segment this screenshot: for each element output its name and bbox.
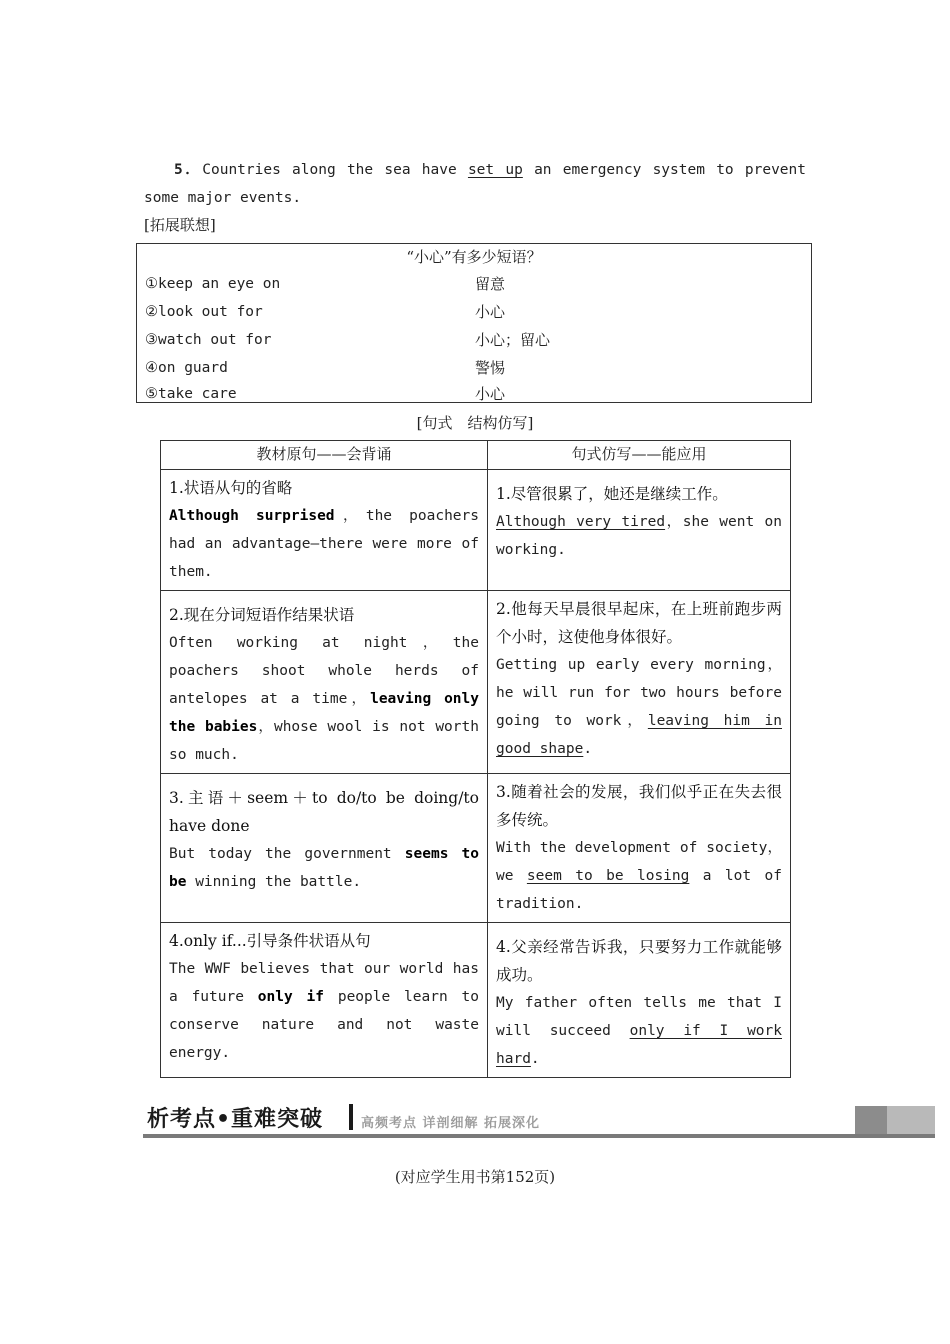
original-sentence-cell [161, 470, 488, 591]
imitation-sentence-cell [488, 470, 791, 591]
answer-blank: leaving him in good shape [496, 713, 782, 757]
column-header-original: 教材原句——会背诵 [161, 441, 488, 470]
structure-table [160, 440, 791, 1078]
section-banner [143, 1100, 935, 1140]
phrase-zh: 留意 [475, 275, 506, 293]
sentence-text: winning the battle. [186, 874, 362, 890]
sentence-number: 5． [174, 162, 203, 178]
answer-blank: seem to be losing [526, 868, 690, 884]
sentence-text: My father often tells me that I will succeed [496, 995, 782, 1039]
sentence-text: ，the poachers had an advantage—there were more of them. [169, 508, 479, 580]
sentence-text: . [583, 741, 593, 757]
structure-point-heading: 4.only if...引导条件状语从句 [169, 932, 371, 950]
structure-point-heading: 1.状语从句的省略 [169, 479, 293, 497]
sentence-text: ，whose wool is not worth so much. [169, 719, 479, 763]
section-rule [143, 1134, 935, 1138]
phrase-en: ④on guard [145, 360, 228, 376]
sentence-text: a lot of tradition. [496, 868, 782, 912]
sentence-text: Often working at night，the poachers shoot whole herds of antelopes at a time， [169, 635, 479, 707]
phrase-zh: 小心；留心 [475, 331, 551, 349]
table-row [161, 774, 791, 923]
phrase-en: ②look out for [145, 304, 263, 320]
sentence-text: But today the government [169, 846, 405, 862]
decorative-block [887, 1106, 935, 1134]
phrase-en: ①keep an eye on [145, 276, 281, 292]
phrase-row [145, 326, 805, 354]
structure-heading: [句式 结构仿写] [416, 414, 534, 432]
sentence-text: . [530, 1051, 540, 1067]
chinese-prompt: 1.尽管很累了，她还是继续工作。 [496, 485, 728, 503]
decorative-block [855, 1106, 887, 1134]
column-header-imitation: 句式仿写——能应用 [488, 441, 791, 470]
sentence-text: ，she went on working. [496, 514, 783, 558]
sentence-text-post: an emergency system to prevent some major events. [144, 162, 806, 206]
phrase-en: ⑤take care [145, 386, 237, 402]
sentence-text: The WWF believes that our world has a future [169, 961, 479, 1005]
answer-blank: set up [467, 162, 523, 178]
title-divider [349, 1104, 353, 1130]
imitation-sentence-cell [488, 774, 791, 923]
page-reference: (对应学生用书第152页) [394, 1168, 556, 1186]
phrase-zh: 小心 [475, 303, 506, 321]
exercise-sentence-5 [144, 156, 806, 212]
original-sentence-cell [161, 591, 488, 774]
answer-blank: only if I work hard [496, 1023, 782, 1067]
table-row [161, 470, 791, 591]
sentence-text-pre: Countries along the sea have [202, 162, 468, 178]
phrase-box [136, 243, 812, 403]
imitation-sentence-cell [488, 923, 791, 1078]
chinese-prompt: 4.父亲经常告诉我，只要努力工作就能够成功。 [496, 938, 782, 984]
sentence-text: people learn to conserve nature and not waste energy. [169, 989, 479, 1061]
phrase-row [145, 354, 805, 382]
key-phrase: seems to be [169, 846, 480, 890]
table-header-row [161, 441, 791, 470]
answer-blank: Although very tired [496, 514, 666, 530]
sentence-text: With the development of society，we [496, 840, 782, 884]
section-subtitle: 高频考点 详剖细解 拓展深化 [361, 1116, 541, 1131]
section-title: 析考点•重难突破 [147, 1107, 324, 1132]
extension-heading: [拓展联想] [144, 216, 216, 234]
chinese-prompt: 2.他每天早晨很早起床，在上班前跑步两个小时，这使他身体很好。 [496, 600, 782, 646]
sentence-text: Getting up early every morning，he will run for two hours before going to work， [496, 657, 782, 729]
phrase-en: ③watch out for [145, 332, 272, 348]
structure-point-heading: 2.现在分词短语作结果状语 [169, 606, 355, 624]
phrase-row [145, 270, 805, 298]
phrase-zh: 警惕 [475, 359, 506, 377]
original-sentence-cell [161, 774, 488, 923]
phrase-zh: 小心 [475, 385, 506, 403]
original-sentence-cell [161, 923, 488, 1078]
chinese-prompt: 3.随着社会的发展，我们似乎正在失去很多传统。 [496, 783, 782, 829]
key-phrase: Although surprised [169, 508, 335, 524]
imitation-sentence-cell [488, 591, 791, 774]
table-row [161, 923, 791, 1078]
phrase-row [145, 298, 805, 326]
table-row [161, 591, 791, 774]
key-phrase: leaving only the babies [169, 691, 479, 735]
phrase-row [145, 380, 805, 408]
phrase-box-title: “小心”有多少短语？ [406, 248, 542, 266]
structure-point-heading: 3.主语＋seem＋to do/to be doing/to have done [169, 789, 479, 835]
key-phrase: only if [257, 989, 324, 1005]
